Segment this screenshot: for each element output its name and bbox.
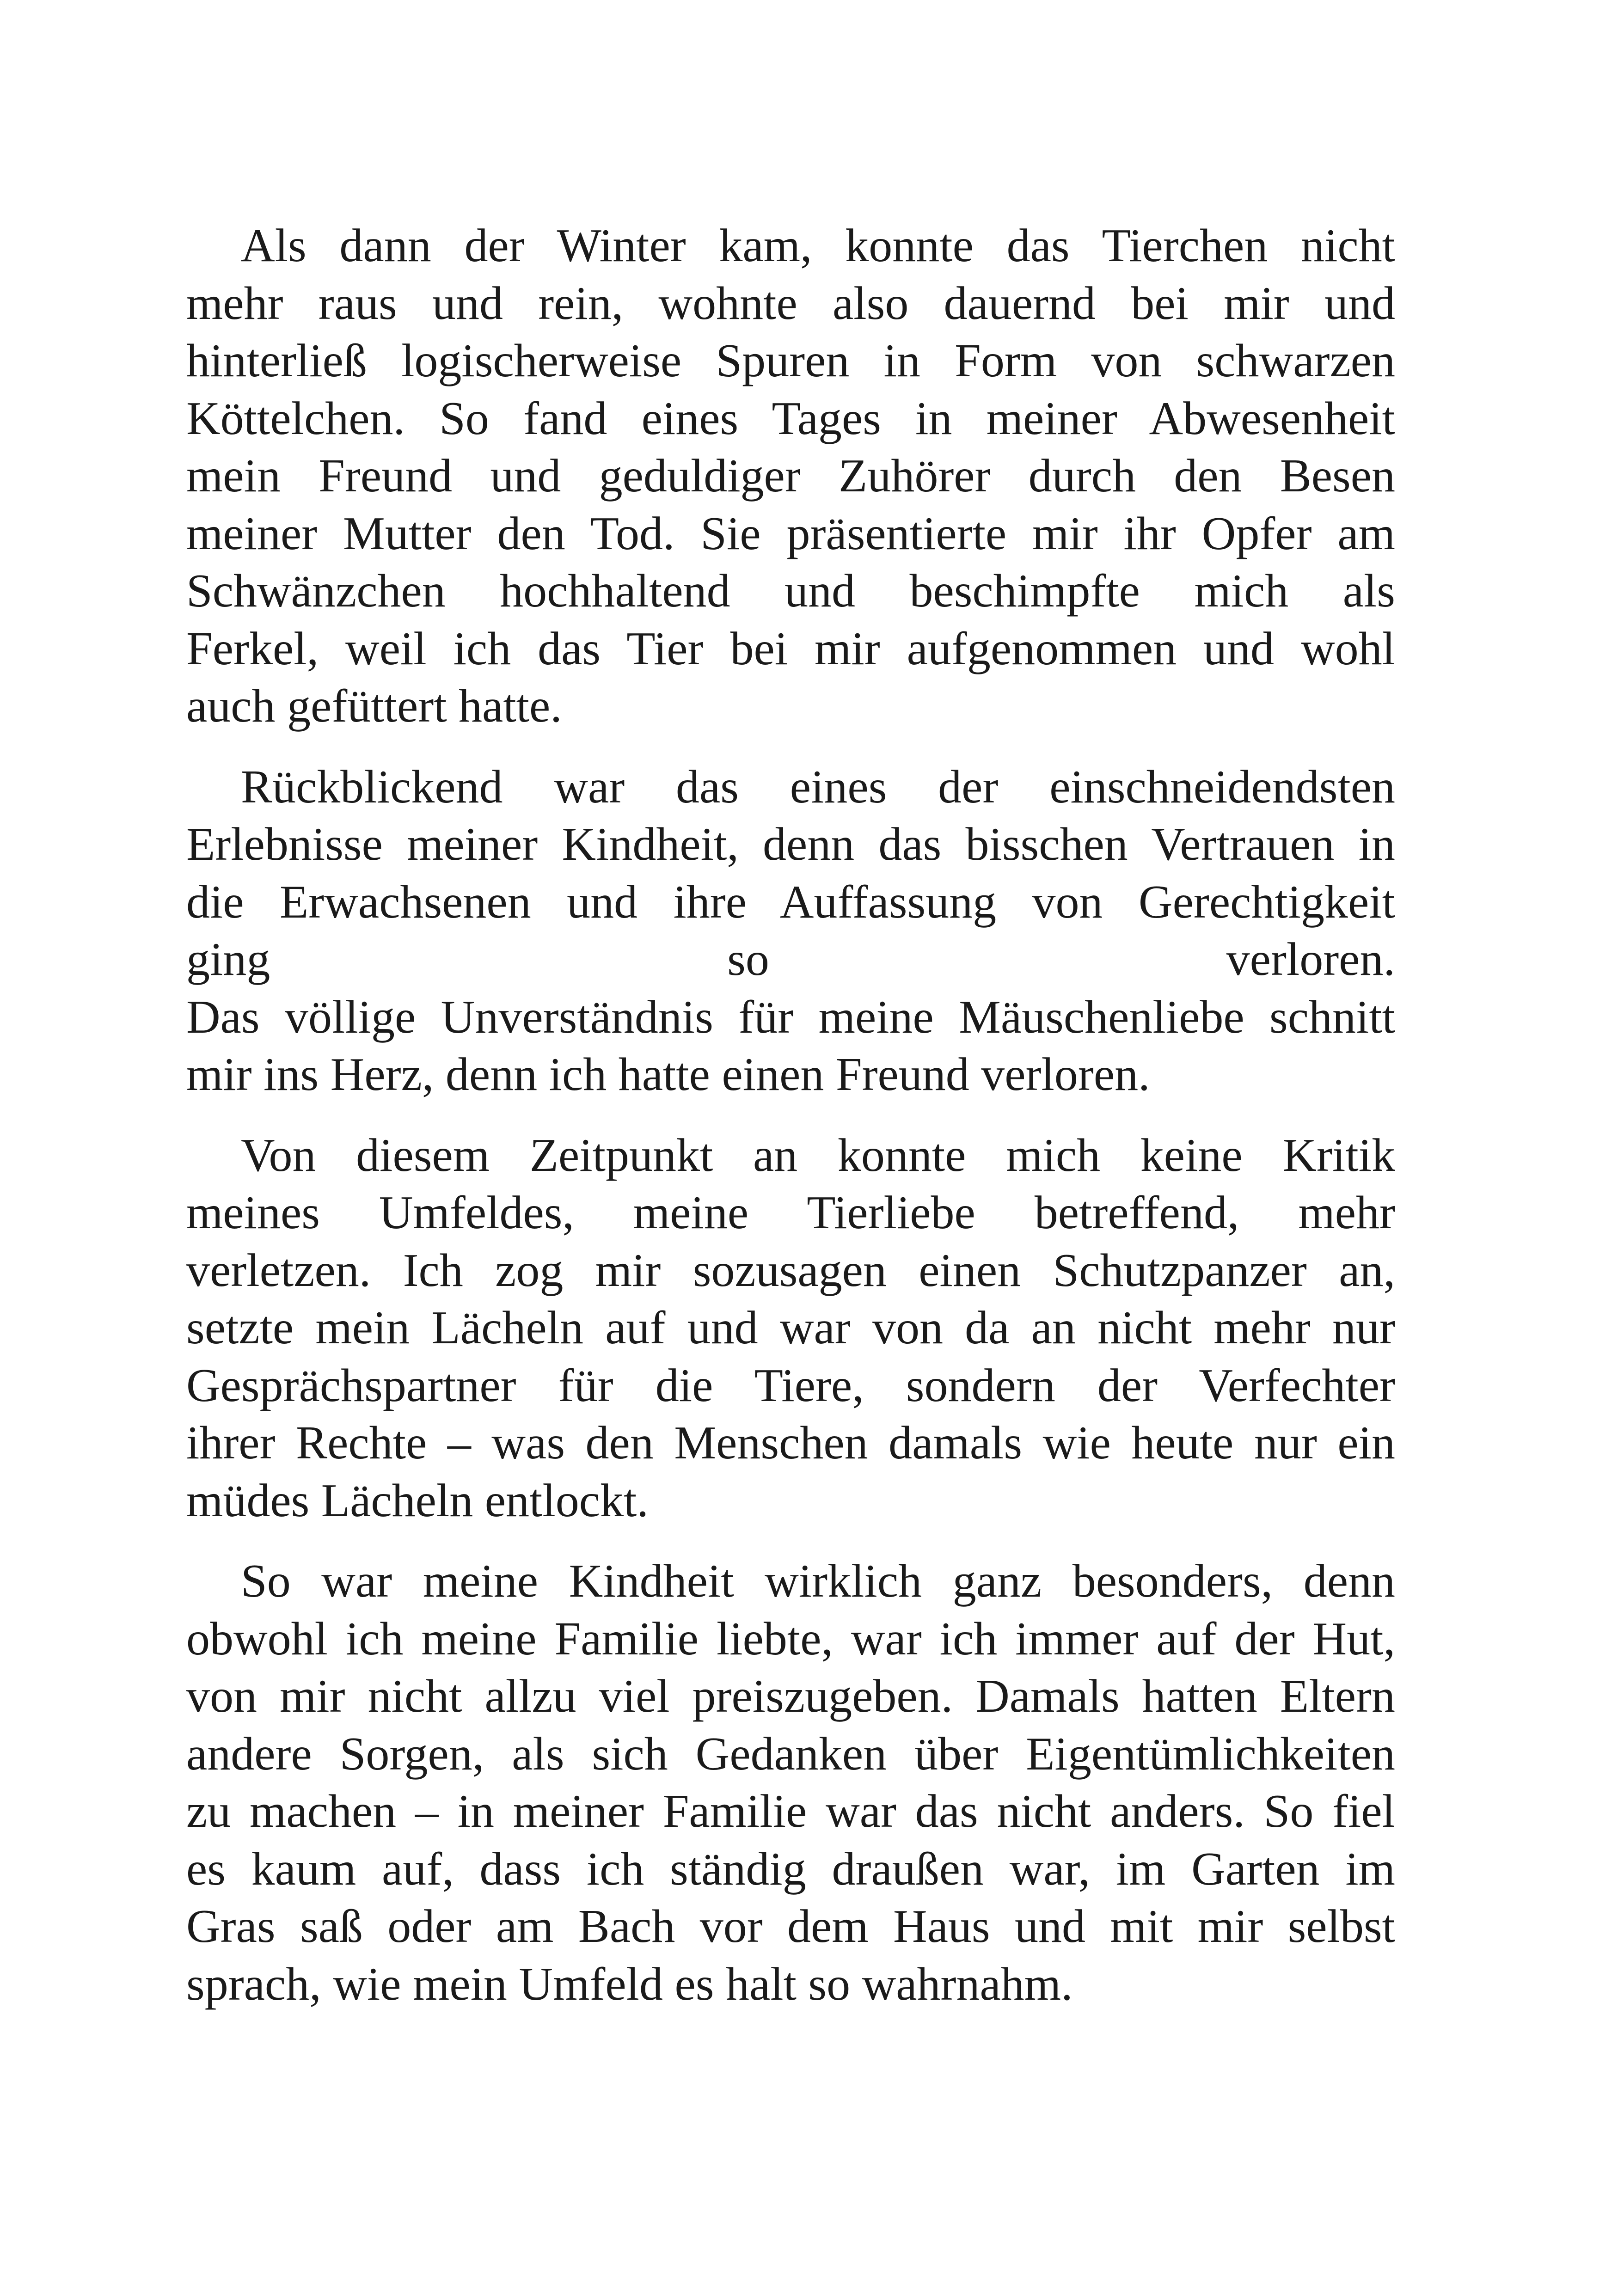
text-line: Als dann der Winter kam, konnte das Tierchen nicht — [241, 220, 1395, 272]
text-line: verletzen. Ich zog mir sozusagen einen Schutzpanzer an, — [186, 1244, 1395, 1297]
text-line: ihrer Rechte – was den Menschen damals wie heute nur ein — [186, 1417, 1395, 1469]
text-line: Von diesem Zeitpunkt an konnte mich keine Kritik — [241, 1129, 1395, 1182]
text-line: Gesprächspartner für die Tiere, sondern der Verfechter — [186, 1359, 1395, 1412]
text-line: Gras saß oder am Bach vor dem Haus und mit mir selbst — [186, 1900, 1395, 1953]
text-line: zu machen – in meiner Familie war das nicht anders. So fiel — [186, 1785, 1395, 1837]
text-line: Erlebnisse meiner Kindheit, denn das bisschen Vertrauen in — [186, 818, 1395, 870]
text-line: ging so verloren. — [186, 933, 1395, 986]
text-line: meines Umfeldes, meine Tierliebe betreffend, mehr — [186, 1187, 1395, 1239]
text-line: andere Sorgen, als sich Gedanken über Eigentümlichkeiten — [186, 1727, 1395, 1780]
text-line: So war meine Kindheit wirklich ganz besonders, denn — [241, 1555, 1395, 1607]
text-line: auch gefüttert hatte. — [186, 680, 562, 732]
text-line: mehr raus und rein, wohnte also dauernd bei mir und — [186, 277, 1395, 330]
text-line: mir ins Herz, denn ich hatte einen Freund verloren. — [186, 1048, 1150, 1101]
text-line: Schwänzchen hochhaltend und beschimpfte mich als — [186, 565, 1395, 617]
text-line: Das völlige Unverständnis für meine Mäuschenliebe schnitt — [186, 991, 1395, 1043]
text-line: Ferkel, weil ich das Tier bei mir aufgenommen und wohl — [186, 622, 1395, 675]
text-line: sprach, wie mein Umfeld es halt so wahrnahm. — [186, 1958, 1073, 2010]
text-line: Köttelchen. So fand eines Tages in meiner Abwesenheit — [186, 392, 1395, 445]
text-line: obwohl ich meine Familie liebte, war ich immer auf der Hut, — [186, 1612, 1395, 1665]
text-line: Rückblickend war das eines der einschneidendsten — [241, 760, 1395, 813]
paragraph-4 — [186, 1553, 1395, 2013]
body-text — [186, 217, 1395, 2036]
text-line: setzte mein Lächeln auf und war von da an nicht mehr nur — [186, 1302, 1395, 1354]
text-line: von mir nicht allzu viel preiszugeben. Damals hatten Eltern — [186, 1670, 1395, 1722]
paragraph-3 — [186, 1127, 1395, 1530]
text-line: es kaum auf, dass ich ständig draußen war, im Garten im — [186, 1843, 1395, 1895]
paragraph-2 — [186, 759, 1395, 1104]
text-line: müdes Lächeln entlockt. — [186, 1474, 649, 1527]
text-line: die Erwachsenen und ihre Auffassung von Gerechtigkeit — [186, 876, 1395, 928]
text-line: mein Freund und geduldiger Zuhörer durch den Besen — [186, 450, 1395, 502]
text-line: meiner Mutter den Tod. Sie präsentierte mir ihr Opfer am — [186, 507, 1395, 560]
text-line: hinterließ logischerweise Spuren in Form von schwarzen — [186, 335, 1395, 387]
paragraph-1 — [186, 217, 1395, 735]
